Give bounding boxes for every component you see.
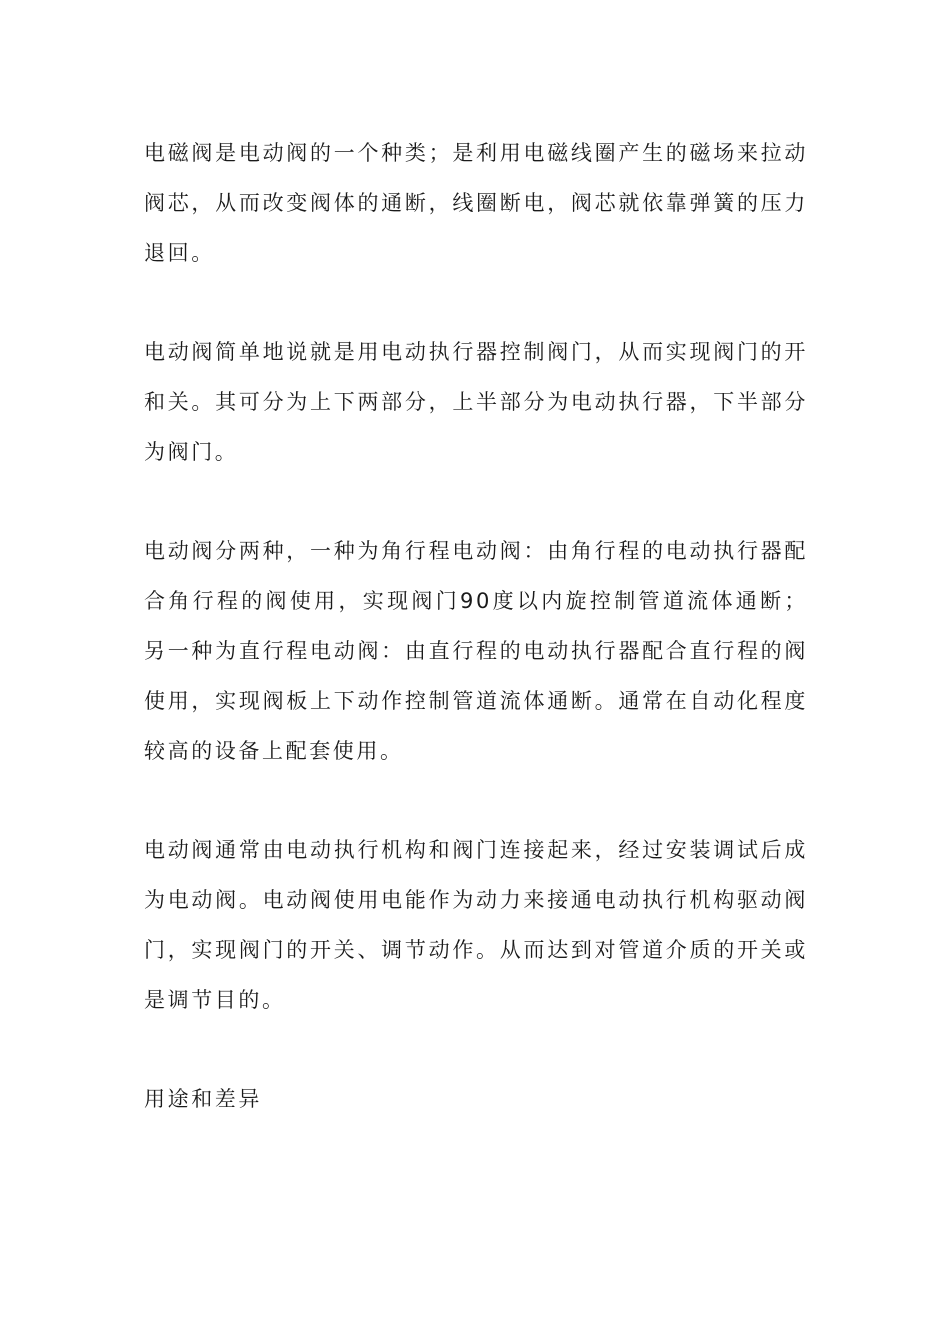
paragraph-gap xyxy=(144,776,808,825)
paragraph-gap xyxy=(144,1025,808,1074)
section-heading: 用途和差异 xyxy=(144,1087,262,1111)
paragraph-gap xyxy=(144,278,808,327)
paragraph-gap xyxy=(144,477,808,526)
paragraph-electric-valve-definition: 电动阀简单地说就是用电动执行器控制阀门，从而实现阀门的开和关。其可分为上下两部分，上半部分为电动执行器，下半部分为阀门。 xyxy=(144,340,808,464)
paragraph-valve-types: 电动阀分两种，一种为角行程电动阀：由角行程的电动执行器配合角行程的阀使用，实现阀门90度以内旋控制管道流体通断；另一种为直行程电动阀：由直行程的电动执行器配合直行程的阀使用，实现阀板上下动作控制管道流体通断。通常在自动化程度较高的设备上配套使用。 xyxy=(144,539,808,763)
document-body xyxy=(144,128,808,1124)
paragraph-solenoid-valve: 电磁阀是电动阀的一个种类；是利用电磁线圈产生的磁场来拉动阀芯，从而改变阀体的通断，线圈断电，阀芯就依靠弹簧的压力退回。 xyxy=(144,141,808,265)
paragraph-valve-operation: 电动阀通常由电动执行机构和阀门连接起来，经过安装调试后成为电动阀。电动阀使用电能作为动力来接通电动执行机构驱动阀门，实现阀门的开关、调节动作。从而达到对管道介质的开关或是调节目的。 xyxy=(144,838,808,1012)
